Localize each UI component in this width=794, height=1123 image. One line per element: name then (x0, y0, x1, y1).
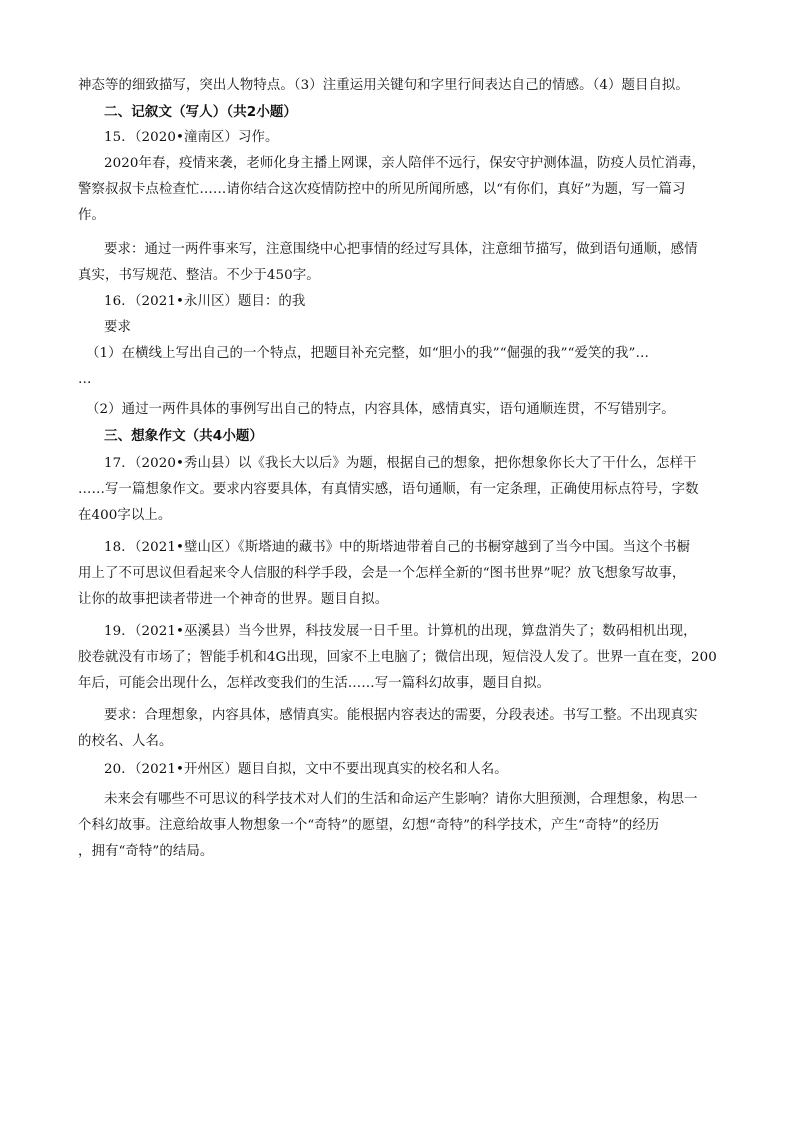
question-20-prompt-cont: 个科幻故事。注意给故事人物想象一个“奇特”的愿望，幻想“奇特”的科学技术，产生“奇特”的经历 ，拥有“奇特”的结局。 (78, 818, 660, 859)
question-16-requirement-2: （2）通过一两件具体的事例写出自己的特点，内容具体，感情真实，语句通顺连贯，不写错别字。 (86, 402, 675, 417)
section-heading-narrative: 二、记叙文（写人）（共2小题） (104, 104, 297, 120)
section-heading-imagination: 三、想象作文（共4小题） (104, 428, 263, 444)
question-15-prompt: 2020年春，疫情来袭，老师化身主播上网课，亲人陪伴不远行，保安守护测体温，防疫人员忙消毒， (104, 156, 706, 171)
question-19: 19．（2021•巫溪县）当今世界，科技发展一日千里。计算机的出现，算盘消失了；数码相机出现， (104, 624, 697, 639)
question-15-title: 15．（2020•潼南区）习作。 (104, 130, 279, 145)
question-16-requirements-label: 要求 (104, 320, 131, 335)
question-19-cont: 胶卷就没有市场了；智能手机和4G出现，回家不上电脑了；微信出现，短信没人发了。世界一直在变，200 年后，可能会出现什么，怎样改变我们的生活……写一篇科幻故事，题目自拟。 (78, 650, 717, 691)
question-19-requirements: 要求：合理想象，内容具体，感情真实。能根据内容表达的需要，分段表述。书写工整。不出现真实 (104, 708, 698, 723)
question-15-prompt-cont: 警察叔叔卡点检查忙……请你结合这次疫情防控中的所见所闻所感，以“有你们，真好”为题，写一篇习 作。 (78, 182, 686, 223)
text-line: 神态等的细致描写，突出人物特点。（3）注重运用关键句和字里行间表达自己的情感。（4）题目自拟。 (78, 78, 689, 93)
question-20-title: 20．（2021•开州区）题目自拟，文中不要出现真实的校名和人名。 (104, 762, 508, 777)
question-17: 17．（2020•秀山县）以《我长大以后》为题，根据自己的想象，把你想象你长大了干什么，怎样干 (104, 456, 697, 471)
question-15-requirements-cont: 真实，书写规范、整洁。不少于450字。 (78, 268, 320, 283)
question-16-title: 16．（2021•永川区）题目：的我 (104, 294, 306, 309)
question-19-requirements-cont: 的校名、人名。 (78, 734, 173, 749)
question-20-prompt: 未来会有哪些不可思议的科学技术对人们的生活和命运产生影响？请你大胆预测，合理想象，构思一 (104, 792, 698, 807)
paragraph-continuation (78, 73, 718, 99)
question-16-requirement-1: （1）在横线上写出自己的一个特点，把题目补充完整，如“胆小的我”“倔强的我”“爱笑的我”… (86, 346, 649, 361)
question-17-cont: ……写一篇想象作文。要求内容要具体，有真情实感，语句通顺，有一定条理，正确使用标点符号，字数 在400字以上。 (78, 482, 699, 523)
question-15-requirements: 要求：通过一两件事来写，注意围绕中心把事情的经过写具体，注意细节描写，做到语句通顺，感情 (104, 242, 698, 257)
question-16-requirement-1-cont: … (78, 372, 92, 387)
question-18-cont: 用上了不可思议但看起来令人信服的科学手段，会是一个怎样全新的“图书世界”呢？放飞想象写故事， 让你的故事把读者带进一个神奇的世界。题目自拟。 (78, 566, 686, 607)
question-18: 18．（2021•璧山区）《斯塔迪的藏书》中的斯塔迪带着自己的书橱穿越到了当今中国。当这个书橱 (104, 540, 690, 555)
